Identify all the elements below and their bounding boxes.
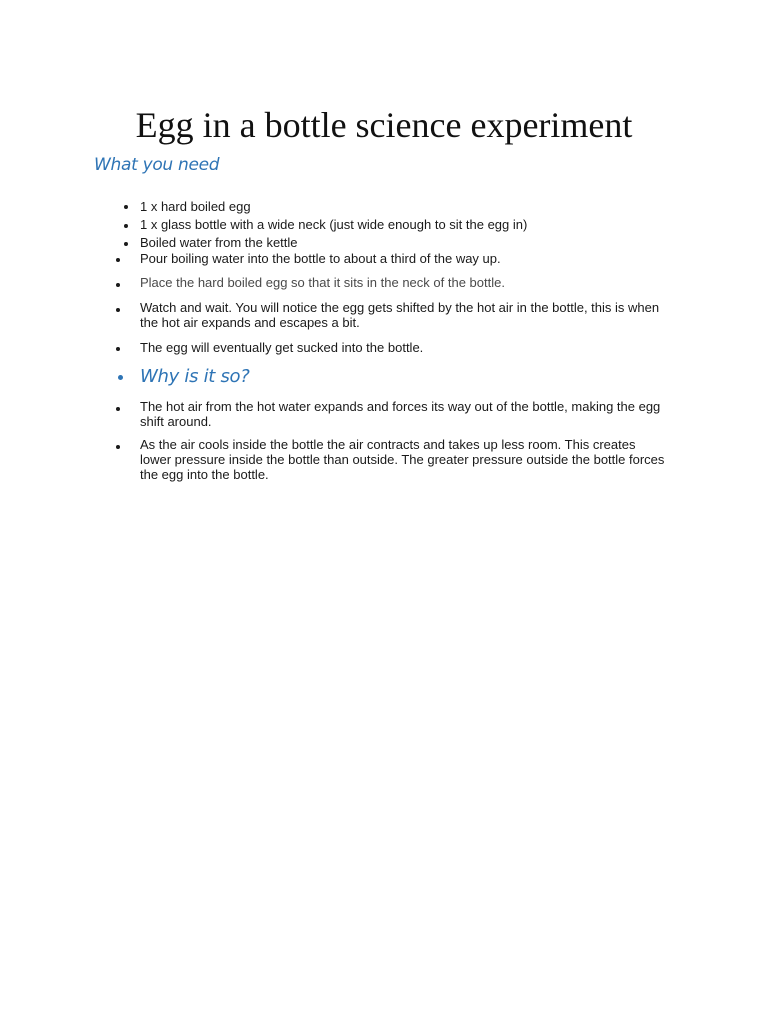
bullet-icon	[116, 308, 120, 312]
what-you-need-heading: What you need	[94, 155, 220, 175]
bullet-icon	[116, 445, 120, 449]
step-item: Watch and wait. You will notice the egg gets shifted by the hot air in the bottle, this is when the hot air expands and escapes a bit.	[140, 300, 660, 330]
bullet-icon	[116, 347, 120, 351]
list-item: Boiled water from the kettle	[140, 235, 298, 250]
why-is-it-so-heading: Why is it so?	[140, 366, 250, 387]
step-item: Place the hard boiled egg so that it sits in the neck of the bottle.	[140, 275, 505, 290]
explanation-item: As the air cools inside the bottle the air contracts and takes up less room. This creates lower pressure inside the bottle than outside. The greater pressure outside the bottle forces the egg into the bottle.	[140, 437, 665, 482]
bullet-icon	[118, 375, 123, 380]
step-item: The egg will eventually get sucked into the bottle.	[140, 340, 424, 355]
bullet-icon	[124, 205, 128, 209]
bullet-icon	[116, 258, 120, 262]
explanation-item: The hot air from the hot water expands and forces its way out of the bottle, making the egg shift around.	[140, 399, 661, 429]
bullet-icon	[124, 242, 128, 246]
bullet-icon	[116, 407, 120, 411]
bullet-icon	[124, 224, 128, 228]
step-item: Pour boiling water into the bottle to about a third of the way up.	[140, 251, 501, 266]
list-item: 1 x hard boiled egg	[140, 199, 251, 214]
bullet-icon	[116, 283, 120, 287]
document-title: Egg in a bottle science experiment	[135, 105, 633, 145]
list-item: 1 x glass bottle with a wide neck (just wide enough to sit the egg in)	[140, 217, 528, 232]
